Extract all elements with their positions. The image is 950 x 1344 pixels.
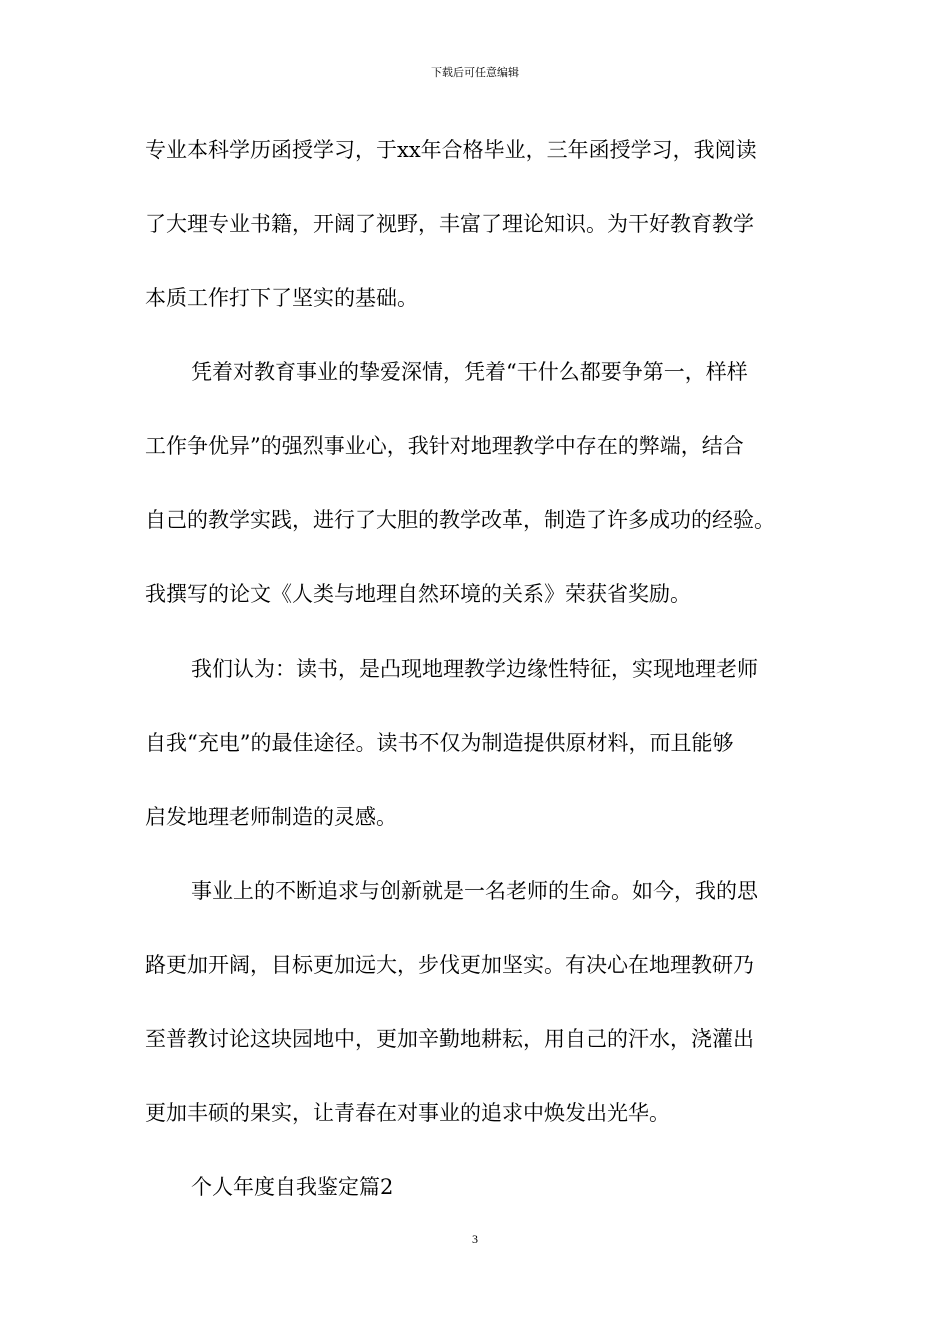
paragraph-2-line-4: 我撰写的论文《人类与地理自然环境的关系》荣获省奖励。 (145, 582, 691, 606)
paragraph-3-line-1: 我们认为：读书，是凸现地理教学边缘性特征，实现地理老师 (191, 657, 758, 681)
paragraph-3-line-2: 自我“充电”的最佳途径。读书不仅为制造提供原材料，而且能够 (145, 731, 734, 755)
paragraph-4-line-3: 至普教讨论这块园地中，更加辛勤地耕耘，用自己的汗水，浇灌出 (145, 1027, 754, 1051)
section-heading: 个人年度自我鉴定篇2 (191, 1175, 394, 1199)
paragraph-3-line-3: 启发地理老师制造的灵感。 (145, 805, 397, 829)
paragraph-1-line-3: 本质工作打下了坚实的基础。 (145, 286, 418, 310)
paragraph-2-line-3: 自己的教学实践，进行了大胆的教学改革，制造了许多成功的经验。 (145, 508, 775, 532)
paragraph-1-line-1: 专业本科学历函授学习，于xx年合格毕业，三年函授学习，我阅读 (145, 138, 757, 162)
paragraph-2-line-1: 凭着对教育事业的挚爱深情，凭着“干什么都要争第一，样样 (191, 360, 748, 384)
page-header-note: 下载后可任意编辑 (431, 66, 519, 79)
paragraph-4-line-2: 路更加开阔，目标更加远大，步伐更加坚实。有决心在地理教研乃 (145, 953, 754, 977)
page-number: 3 (472, 1232, 478, 1246)
paragraph-4-line-4: 更加丰硕的果实，让青春在对事业的追求中焕发出光华。 (145, 1101, 670, 1125)
paragraph-1-line-2: 了大理专业书籍，开阔了视野，丰富了理论知识。为干好教育教学 (145, 212, 754, 236)
paragraph-2-line-2: 工作争优异”的强烈事业心，我针对地理教学中存在的弊端，结合 (145, 434, 744, 458)
paragraph-4-line-1: 事业上的不断追求与创新就是一名老师的生命。如今，我的思 (191, 879, 758, 903)
